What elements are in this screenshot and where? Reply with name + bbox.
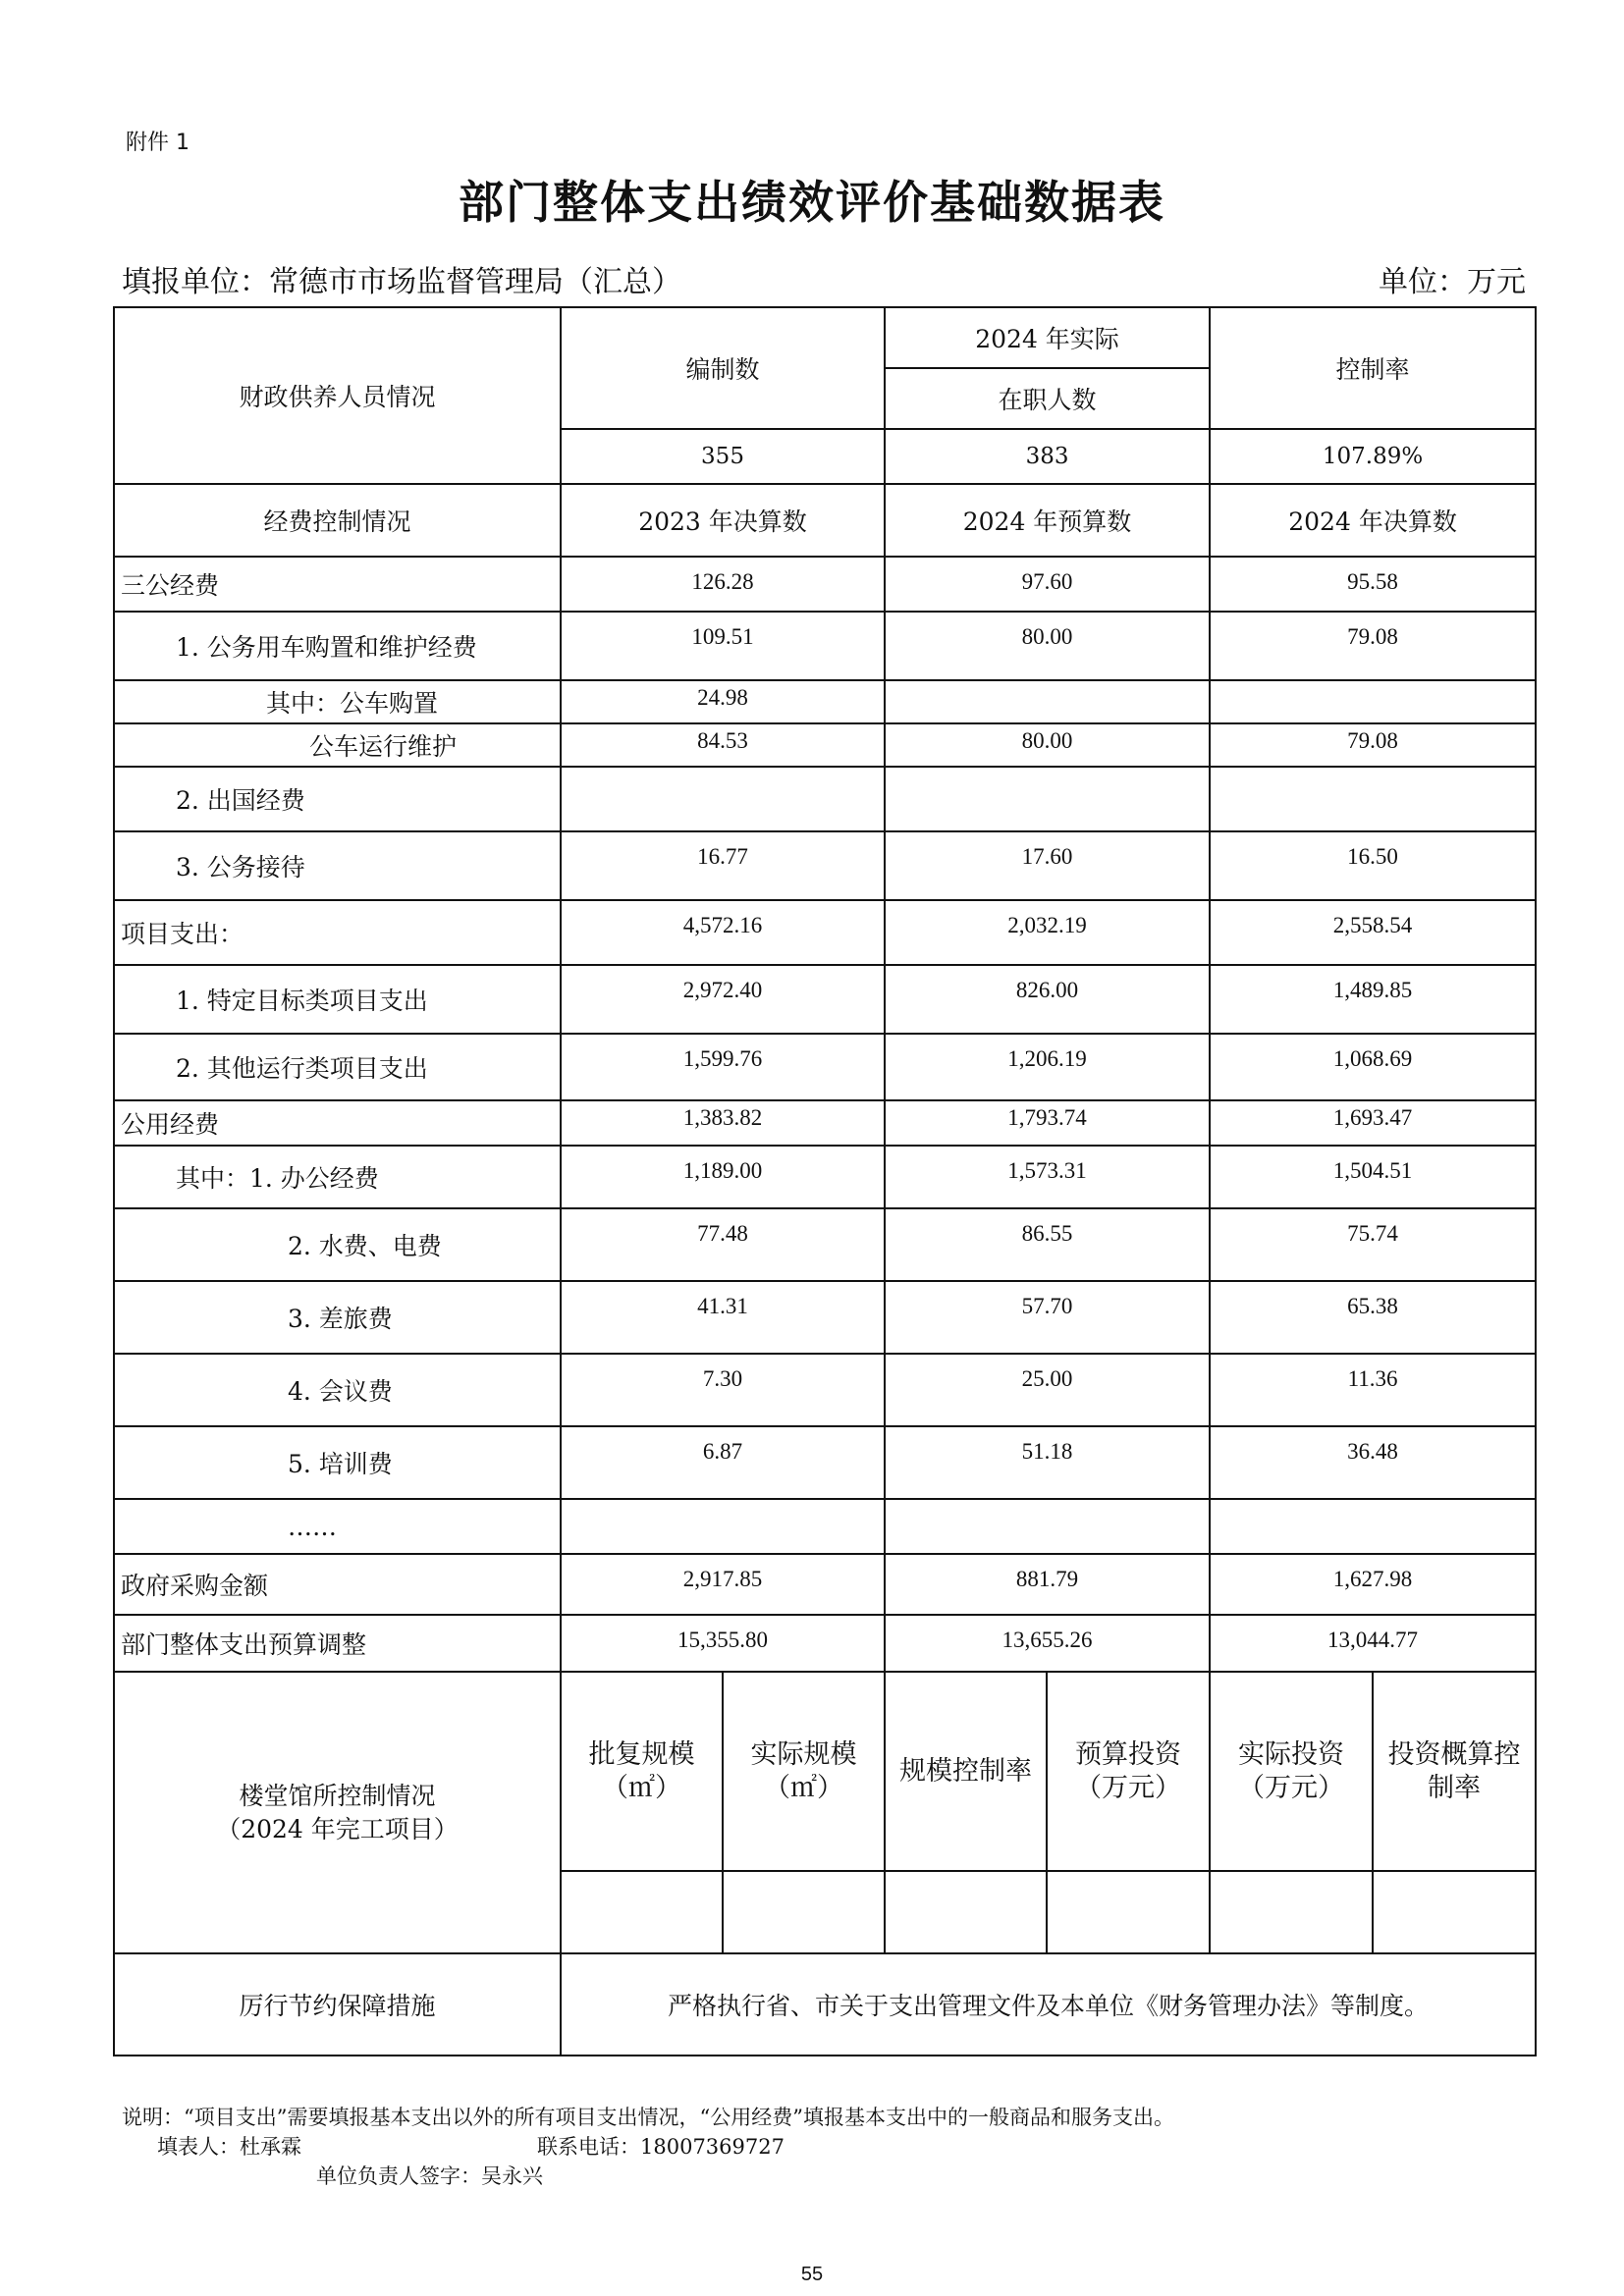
row-value-c: 65.38 [1210,1281,1536,1354]
row-value-b: 80.00 [885,723,1210,767]
row-value-b: 1,206.19 [885,1034,1210,1100]
row-label: 三公经费 [114,557,561,612]
row-value-b [885,680,1210,723]
page-title: 部门整体支出绩效评价基础数据表 [459,176,1165,229]
saving-label: 厉行节约保障措施 [114,1953,561,2056]
table-row [114,1146,1536,1208]
building-label [114,1672,561,1953]
funding-col-2024-final: 2024 年决算数 [1210,484,1536,557]
row-value-a: 16.77 [561,831,885,900]
row-label: 项目支出： [114,900,561,965]
row-value-a: 15,355.80 [561,1615,885,1672]
row-value-b: 17.60 [885,831,1210,900]
notes-explain: 说明：“项目支出”需要填报基本支出以外的所有项目支出情况，“公用经费”填报基本支出中的一般商品和服务支出。 [122,2106,1174,2129]
row-value-c: 79.08 [1210,723,1536,767]
building-h-actual-invest: 实际投资（万元） [1210,1672,1373,1871]
building-h-actual-scale: 实际规模（㎡） [723,1672,885,1871]
row-value-b: 1,573.31 [885,1146,1210,1208]
table-row [114,557,1536,612]
row-label: 政府采购金额 [114,1554,561,1615]
table-row [114,1034,1536,1100]
row-value-a: 7.30 [561,1354,885,1426]
row-value-a [561,1499,885,1554]
table-row [114,965,1536,1034]
table-row [114,900,1536,965]
row-value-c: 36.48 [1210,1426,1536,1499]
row-label: 其中：公车购置 [114,680,561,723]
row-value-b: 51.18 [885,1426,1210,1499]
money-unit: 单位：万元 [1379,265,1526,299]
table-row [114,1100,1536,1146]
row-value-b: 86.55 [885,1208,1210,1281]
table-row [114,1554,1536,1615]
row-value-c: 95.58 [1210,557,1536,612]
row-label: 1. 公务用车购置和维护经费 [114,612,561,680]
building-h-invest-rate: 投资概算控制率 [1373,1672,1536,1871]
row-value-a: 109.51 [561,612,885,680]
staff-col-actual-bottom: 在职人数 [885,368,1210,429]
building-cell-empty [885,1871,1047,1953]
table-row [114,723,1536,767]
building-cell-empty [723,1871,885,1953]
page-number: 55 [800,2264,824,2285]
notes-filler: 填表人：杜承霖 [157,2135,301,2159]
row-label: 1. 特定目标类项目支出 [114,965,561,1034]
table-row [114,1499,1536,1554]
row-label: 3. 公务接待 [114,831,561,900]
funding-label: 经费控制情况 [114,484,561,557]
building-h-budget-invest: 预算投资（万元） [1047,1672,1210,1871]
row-value-c: 79.08 [1210,612,1536,680]
table-row [114,1208,1536,1281]
table-row [114,767,1536,831]
row-value-a: 41.31 [561,1281,885,1354]
table-row [114,1615,1536,1672]
row-label: 5. 培训费 [114,1426,561,1499]
row-label: 部门整体支出预算调整 [114,1615,561,1672]
row-value-a: 4,572.16 [561,900,885,965]
row-value-c: 1,627.98 [1210,1554,1536,1615]
table-row [114,612,1536,680]
funding-col-2023: 2023 年决算数 [561,484,885,557]
row-value-b: 97.60 [885,557,1210,612]
notes-phone: 联系电话：18007369727 [537,2135,785,2159]
row-value-c: 2,558.54 [1210,900,1536,965]
reporting-unit: 填报单位：常德市市场监督管理局（汇总） [122,265,681,299]
staff-col-actual-top: 2024 年实际 [885,307,1210,368]
table-row [114,680,1536,723]
row-value-c: 16.50 [1210,831,1536,900]
row-value-a: 24.98 [561,680,885,723]
row-label: 公车运行维护 [114,723,561,767]
building-label-line2: （2024 年完工项目） [216,1814,459,1843]
row-value-a [561,767,885,831]
row-value-a: 1,189.00 [561,1146,885,1208]
row-value-c: 13,044.77 [1210,1615,1536,1672]
data-table [113,306,1537,2056]
building-label-line1: 楼堂馆所控制情况 [239,1781,436,1810]
notes [122,2103,1174,2191]
building-h-scale-rate: 规模控制率 [885,1672,1047,1871]
funding-col-2024-budget: 2024 年预算数 [885,484,1210,557]
row-value-a: 2,972.40 [561,965,885,1034]
row-label: …… [114,1499,561,1554]
row-value-c: 1,693.47 [1210,1100,1536,1146]
building-h-approved-scale: 批复规模（㎡） [561,1672,723,1871]
row-label: 2. 出国经费 [114,767,561,831]
row-value-b [885,767,1210,831]
building-cell-empty [1210,1871,1373,1953]
staff-label: 财政供养人员情况 [114,307,561,484]
row-value-b: 13,655.26 [885,1615,1210,1672]
row-value-a: 1,599.76 [561,1034,885,1100]
row-value-a: 1,383.82 [561,1100,885,1146]
row-value-b [885,1499,1210,1554]
row-value-c: 1,489.85 [1210,965,1536,1034]
row-label: 其中：1. 办公经费 [114,1146,561,1208]
row-label: 公用经费 [114,1100,561,1146]
saving-text: 严格执行省、市关于支出管理文件及本单位《财务管理办法》等制度。 [561,1953,1536,2056]
row-value-c: 75.74 [1210,1208,1536,1281]
table-row [114,831,1536,900]
row-value-b: 1,793.74 [885,1100,1210,1146]
staff-col-quota: 编制数 [561,307,885,429]
row-label: 4. 会议费 [114,1354,561,1426]
building-cell-empty [1373,1871,1536,1953]
row-value-b: 80.00 [885,612,1210,680]
row-value-b: 826.00 [885,965,1210,1034]
row-value-a: 6.87 [561,1426,885,1499]
row-value-a: 77.48 [561,1208,885,1281]
row-value-c: 11.36 [1210,1354,1536,1426]
table-row [114,1281,1536,1354]
row-value-b: 2,032.19 [885,900,1210,965]
staff-actual-value: 383 [885,429,1210,484]
table-row [114,1354,1536,1426]
staff-quota-value: 355 [561,429,885,484]
notes-leader: 单位负责人签字：吴永兴 [316,2164,543,2188]
row-value-a: 2,917.85 [561,1554,885,1615]
row-value-c [1210,767,1536,831]
row-value-a: 84.53 [561,723,885,767]
row-value-c: 1,504.51 [1210,1146,1536,1208]
row-value-c [1210,1499,1536,1554]
row-value-c [1210,680,1536,723]
row-value-a: 126.28 [561,557,885,612]
row-label: 3. 差旅费 [114,1281,561,1354]
attachment-label: 附件 1 [126,131,189,155]
building-cell-empty [1047,1871,1210,1953]
row-value-b: 25.00 [885,1354,1210,1426]
row-value-c: 1,068.69 [1210,1034,1536,1100]
table-row [114,1426,1536,1499]
row-label: 2. 水费、电费 [114,1208,561,1281]
building-cell-empty [561,1871,723,1953]
row-label: 2. 其他运行类项目支出 [114,1034,561,1100]
row-value-b: 57.70 [885,1281,1210,1354]
row-value-b: 881.79 [885,1554,1210,1615]
staff-rate-value: 107.89% [1210,429,1536,484]
staff-col-rate: 控制率 [1210,307,1536,429]
